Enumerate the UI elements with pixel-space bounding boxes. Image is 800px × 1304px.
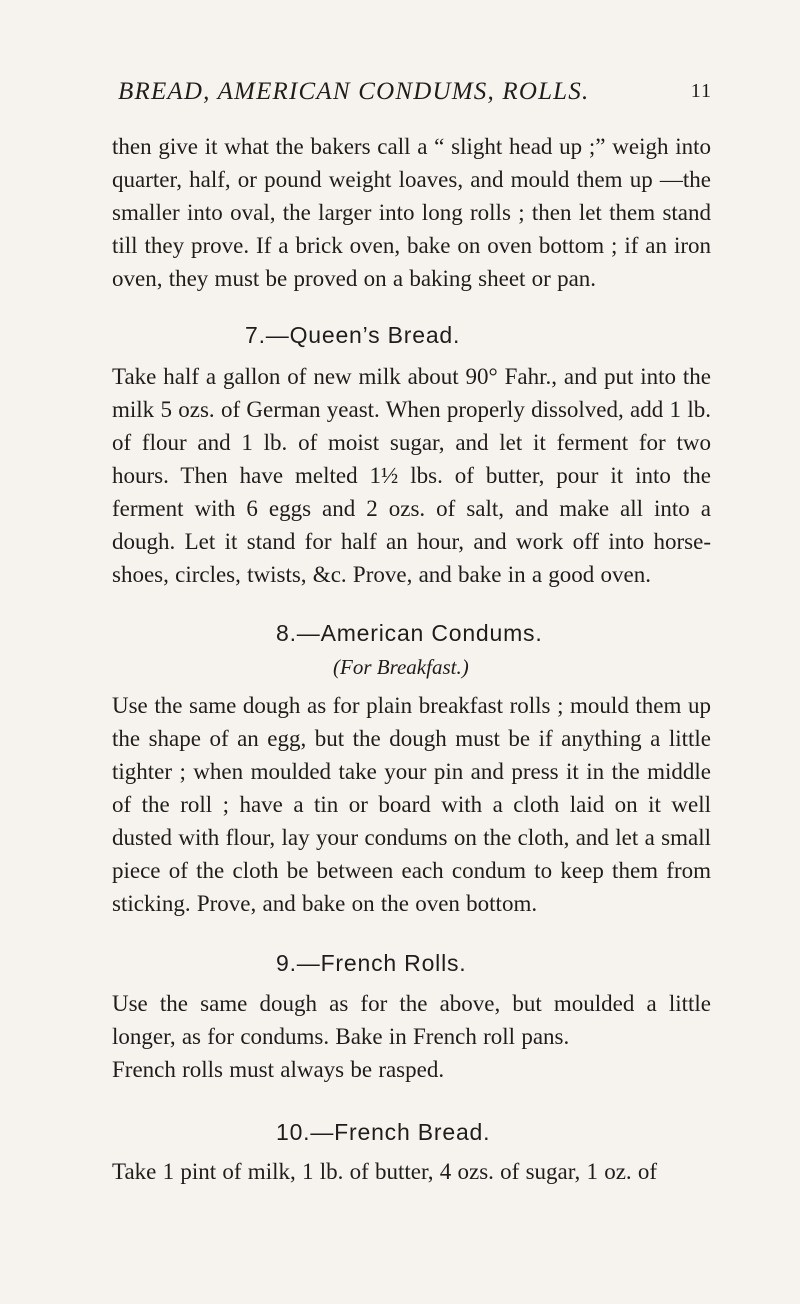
recipe-heading-queens-bread: 7.—Queen’s Bread.	[245, 322, 461, 348]
recipe-body-french-rolls: Use the same dough as for the above, but moulded a little longer, as for condums. Bake in French roll pans.	[112, 991, 711, 1049]
recipe-heading-french-bread: 10.—French Bread.	[276, 1119, 491, 1145]
intro-paragraph: then give it what the bakers call a “ slight head up ;” weigh into quarter, half, or pound weight loaves, and mould them up —the smaller into oval, the larger into long rolls ; then let them stand till they prove. If a brick oven, bake on oven bottom ; if an iron oven, they must be proved on a baking sheet or pan.	[112, 134, 711, 291]
recipe-body-french-rolls-note: French rolls must always be rasped.	[112, 1057, 445, 1082]
recipe-body-queens-bread: Take half a gallon of new milk about 90° Fahr., and put into the milk 5 ozs. of German yeast. When properly dissolved, add 1 lb. of flour and 1 lb. of moist sugar, and let it ferment for two hours. Then have melted 1½ lbs. of butter, pour it into the ferment with 6 eggs and 2 ozs. of salt, and make all into a dough. Let it stand for half an hour, and work off into horse-shoes, circles, twists, &c. Prove, and bake in a good oven.	[112, 364, 711, 587]
recipe-subheading-for-breakfast: (For Breakfast.)	[333, 655, 469, 679]
recipe-heading-american-condums: 8.—American Condums.	[276, 620, 543, 646]
running-title: BREAD, AMERICAN CONDUMS, ROLLS.	[118, 78, 590, 105]
page-content	[112, 130, 711, 1188]
running-head	[118, 78, 712, 112]
recipe-heading-french-rolls: 9.—French Rolls.	[276, 950, 467, 976]
recipe-body-american-condums: Use the same dough as for plain breakfast rolls ; mould them up the shape of an egg, but the dough must be if anything a little tighter ; when moulded take your pin and press it in the middle of the roll ; have a tin or board with a cloth laid on it well dusted with flour, lay your condums on the cloth, and let a small piece of the cloth be between each condum to keep them from sticking. Prove, and bake on the oven bottom.	[112, 693, 711, 916]
recipe-body-french-bread: Take 1 pint of milk, 1 lb. of butter, 4 ozs. of sugar, 1 oz. of	[112, 1159, 658, 1184]
page-number: 11	[690, 80, 712, 102]
